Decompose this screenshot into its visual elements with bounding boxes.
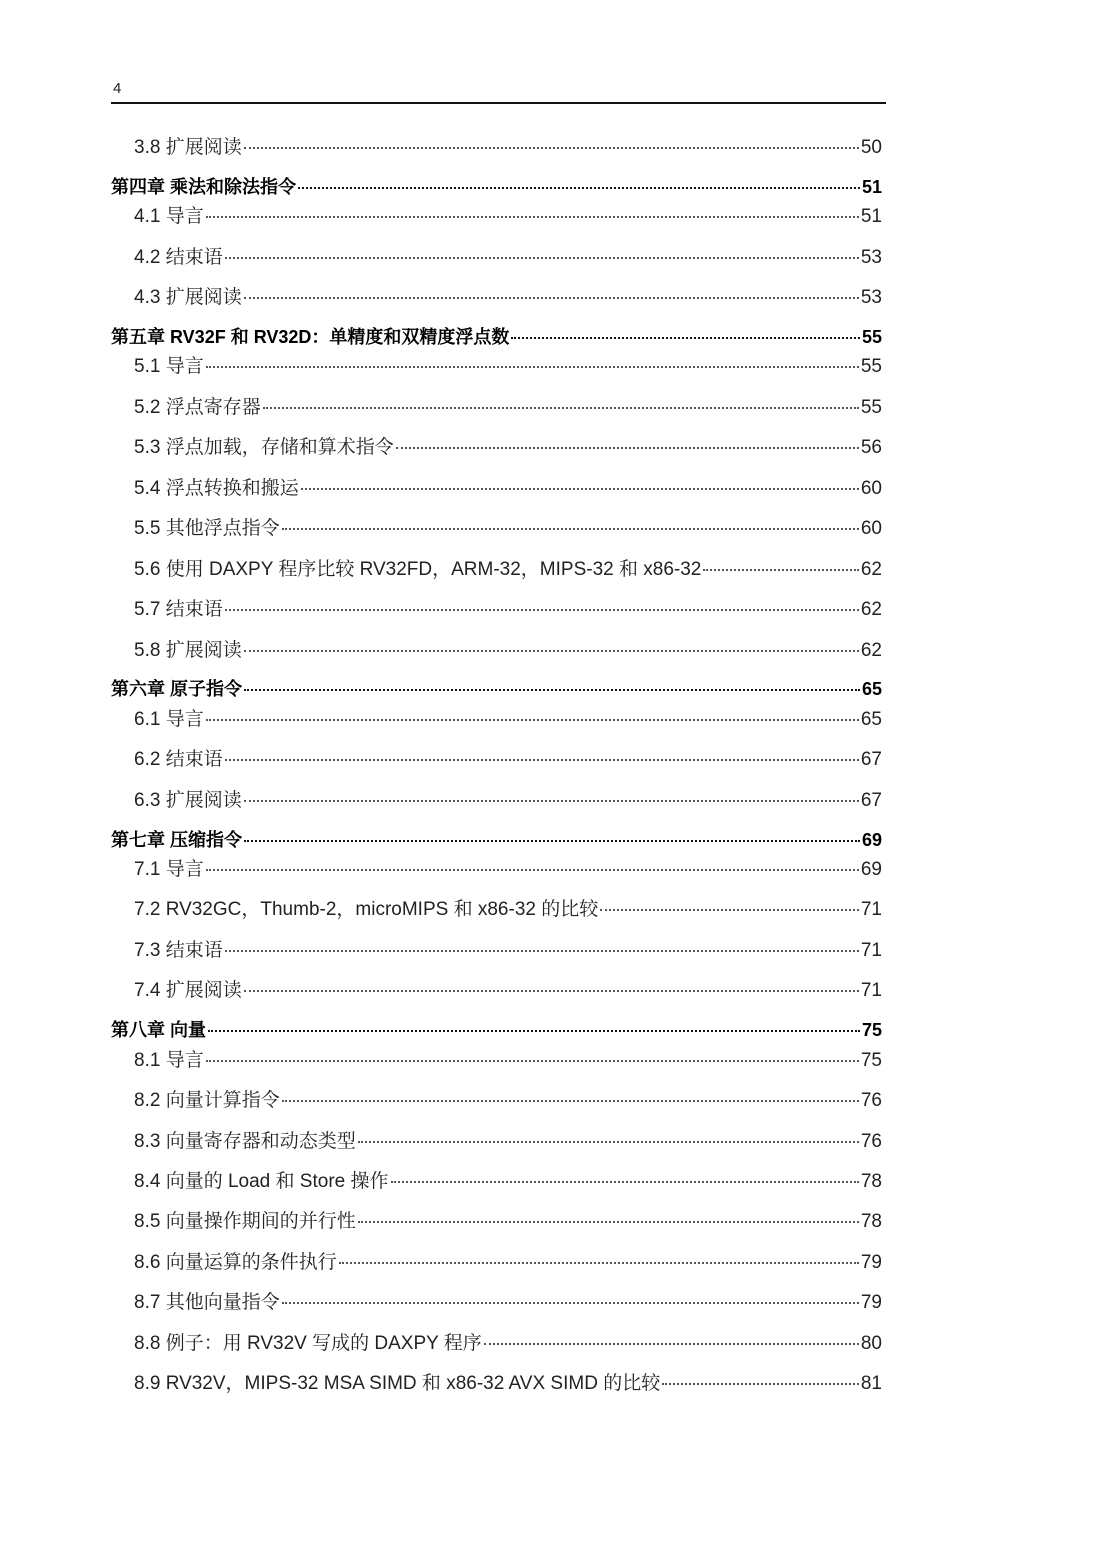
toc-entry-title: 8.5 向量操作期间的并行性 <box>134 1211 356 1232</box>
toc-entry-page: 79 <box>860 1252 882 1273</box>
toc-entry-page: 81 <box>860 1373 882 1394</box>
toc-entry[interactable] <box>111 939 882 963</box>
toc-chapter-page: 75 <box>861 1020 882 1040</box>
toc-entry[interactable] <box>111 789 882 813</box>
toc-chapter-page: 65 <box>861 679 882 699</box>
toc-entry[interactable] <box>111 517 882 541</box>
toc-entry-page: 60 <box>860 518 882 539</box>
toc-entry-page: 76 <box>860 1131 882 1152</box>
toc-entry[interactable] <box>111 136 882 160</box>
dot-leader <box>662 1383 859 1385</box>
toc-entry-page: 71 <box>860 980 882 1001</box>
toc-entry[interactable] <box>111 558 882 582</box>
toc-entry-page: 67 <box>860 749 882 770</box>
toc-entry[interactable] <box>111 1170 882 1194</box>
toc-chapter[interactable] <box>111 175 882 199</box>
toc-entry-title: 5.4 浮点转换和搬运 <box>134 478 299 499</box>
toc-entry[interactable] <box>111 1332 882 1356</box>
dot-leader <box>244 689 860 691</box>
toc-chapter-title: 第七章 压缩指令 <box>111 830 243 850</box>
toc-entry-page: 71 <box>860 940 882 961</box>
toc-entry-title: 7.3 结束语 <box>134 940 223 961</box>
dot-leader <box>358 1141 859 1143</box>
toc-chapter-page: 69 <box>861 830 882 850</box>
toc-entry-title: 5.5 其他浮点指令 <box>134 518 280 539</box>
dot-leader <box>391 1181 859 1183</box>
dot-leader <box>244 840 860 842</box>
dot-leader <box>244 650 859 652</box>
toc-chapter[interactable] <box>111 677 882 701</box>
toc-entry-title: 5.2 浮点寄存器 <box>134 397 261 418</box>
toc-entry-title: 8.3 向量寄存器和动态类型 <box>134 1131 356 1152</box>
toc-entry-title: 5.8 扩展阅读 <box>134 640 242 661</box>
dot-leader <box>358 1221 859 1223</box>
dot-leader <box>206 869 859 871</box>
toc-entry-page: 51 <box>860 206 882 227</box>
toc-chapter-page: 55 <box>861 327 882 347</box>
toc-entry-page: 50 <box>860 137 882 158</box>
toc-entry-title: 3.8 扩展阅读 <box>134 137 242 158</box>
dot-leader <box>282 528 859 530</box>
toc-entry-page: 69 <box>860 859 882 880</box>
dot-leader <box>484 1343 859 1345</box>
toc-chapter[interactable] <box>111 1018 882 1042</box>
toc-entry-title: 6.2 结束语 <box>134 749 223 770</box>
toc-entry[interactable] <box>111 1049 882 1073</box>
toc-entry-title: 5.1 导言 <box>134 356 204 377</box>
dot-leader <box>225 759 859 761</box>
dot-leader <box>339 1262 859 1264</box>
dot-leader <box>206 1060 859 1062</box>
toc-entry-title: 5.6 使用 DAXPY 程序比较 RV32FD，ARM-32，MIPS-32 和 x86-32 <box>134 559 702 580</box>
toc-entry-title: 4.1 导言 <box>134 206 204 227</box>
toc-entry[interactable] <box>111 748 882 772</box>
dot-leader <box>244 147 859 149</box>
toc-entry-page: 71 <box>860 899 882 920</box>
toc-entry-title: 6.1 导言 <box>134 709 204 730</box>
toc-entry-title: 5.3 浮点加载，存储和算术指令 <box>134 437 394 458</box>
toc-entry-title: 4.2 结束语 <box>134 247 223 268</box>
toc-entry[interactable] <box>111 1251 882 1275</box>
dot-leader <box>206 719 859 721</box>
toc-entry-title: 6.3 扩展阅读 <box>134 790 242 811</box>
page-header <box>111 80 886 104</box>
toc-entry-page: 79 <box>860 1292 882 1313</box>
toc-entry-title: 8.8 例子：用 RV32V 写成的 DAXPY 程序 <box>134 1333 482 1354</box>
toc-entry-title: 8.7 其他向量指令 <box>134 1292 280 1313</box>
toc-entry-title: 8.9 RV32V，MIPS-32 MSA SIMD 和 x86-32 AVX SIMD 的比较 <box>134 1373 661 1394</box>
toc-entry-title: 7.2 RV32GC，Thumb-2，microMIPS 和 x86-32 的比较 <box>134 899 599 920</box>
toc-entry-page: 53 <box>860 247 882 268</box>
dot-leader <box>263 407 859 409</box>
toc-entry[interactable] <box>111 436 882 460</box>
toc-entry-page: 60 <box>860 478 882 499</box>
dot-leader <box>225 950 859 952</box>
toc-entry[interactable] <box>111 1210 882 1234</box>
dot-leader <box>244 297 859 299</box>
dot-leader <box>206 216 859 218</box>
toc-entry[interactable] <box>111 639 882 663</box>
toc-entry-page: 65 <box>860 709 882 730</box>
dot-leader <box>206 366 859 368</box>
page-number: 4 <box>113 80 122 97</box>
toc-entry-page: 75 <box>860 1050 882 1071</box>
dot-leader <box>225 609 859 611</box>
toc-entry[interactable] <box>111 246 882 270</box>
toc-entry-page: 80 <box>860 1333 882 1354</box>
dot-leader <box>225 257 859 259</box>
toc-chapter-title: 第八章 向量 <box>111 1020 207 1040</box>
toc-entry-title: 8.4 向量的 Load 和 Store 操作 <box>134 1171 389 1192</box>
dot-leader <box>298 187 860 189</box>
toc-chapter-title: 第四章 乘法和除法指令 <box>111 177 296 197</box>
toc-chapter-page: 51 <box>861 177 882 197</box>
toc-entry[interactable] <box>111 898 882 922</box>
toc-entry-page: 78 <box>860 1171 882 1192</box>
dot-leader <box>703 569 859 571</box>
toc-entry[interactable] <box>111 355 882 379</box>
toc-entry-title: 8.2 向量计算指令 <box>134 1090 280 1111</box>
toc-entry-page: 78 <box>860 1211 882 1232</box>
toc-chapter[interactable] <box>111 325 882 349</box>
toc-entry[interactable] <box>111 1372 882 1396</box>
toc-entry[interactable] <box>111 205 882 229</box>
dot-leader <box>282 1302 859 1304</box>
toc-entry[interactable] <box>111 708 882 732</box>
dot-leader <box>600 909 859 911</box>
dot-leader <box>301 488 859 490</box>
toc-entry-title: 7.4 扩展阅读 <box>134 980 242 1001</box>
toc-entry[interactable] <box>111 598 882 622</box>
toc-chapter-title: 第五章 RV32F 和 RV32D：单精度和双精度浮点数 <box>111 327 510 347</box>
toc-entry[interactable] <box>111 477 882 501</box>
toc-entry[interactable] <box>111 858 882 882</box>
dot-leader <box>244 800 859 802</box>
toc-chapter[interactable] <box>111 828 882 852</box>
toc-entry[interactable] <box>111 1130 882 1154</box>
dot-leader <box>208 1030 860 1032</box>
dot-leader <box>282 1100 859 1102</box>
toc-entry[interactable] <box>111 396 882 420</box>
toc-entry-page: 62 <box>860 559 882 580</box>
toc-entry-title: 7.1 导言 <box>134 859 204 880</box>
toc-entry[interactable] <box>111 1291 882 1315</box>
toc-entry-page: 67 <box>860 790 882 811</box>
toc-entry-page: 56 <box>860 437 882 458</box>
dot-leader <box>244 990 859 992</box>
toc-entry-page: 55 <box>860 356 882 377</box>
dot-leader <box>396 447 859 449</box>
toc-entry[interactable] <box>111 1089 882 1113</box>
dot-leader <box>511 337 860 339</box>
toc-entry-page: 53 <box>860 287 882 308</box>
toc-chapter-title: 第六章 原子指令 <box>111 679 243 699</box>
toc-entry[interactable] <box>111 286 882 310</box>
toc-entry-page: 62 <box>860 599 882 620</box>
toc-entry-title: 4.3 扩展阅读 <box>134 287 242 308</box>
toc-entry-page: 62 <box>860 640 882 661</box>
toc-entry-page: 76 <box>860 1090 882 1111</box>
toc-entry-title: 5.7 结束语 <box>134 599 223 620</box>
toc-entry-title: 8.6 向量运算的条件执行 <box>134 1252 337 1273</box>
toc-entry-title: 8.1 导言 <box>134 1050 204 1071</box>
toc-entry[interactable] <box>111 979 882 1003</box>
toc-entry-page: 55 <box>860 397 882 418</box>
